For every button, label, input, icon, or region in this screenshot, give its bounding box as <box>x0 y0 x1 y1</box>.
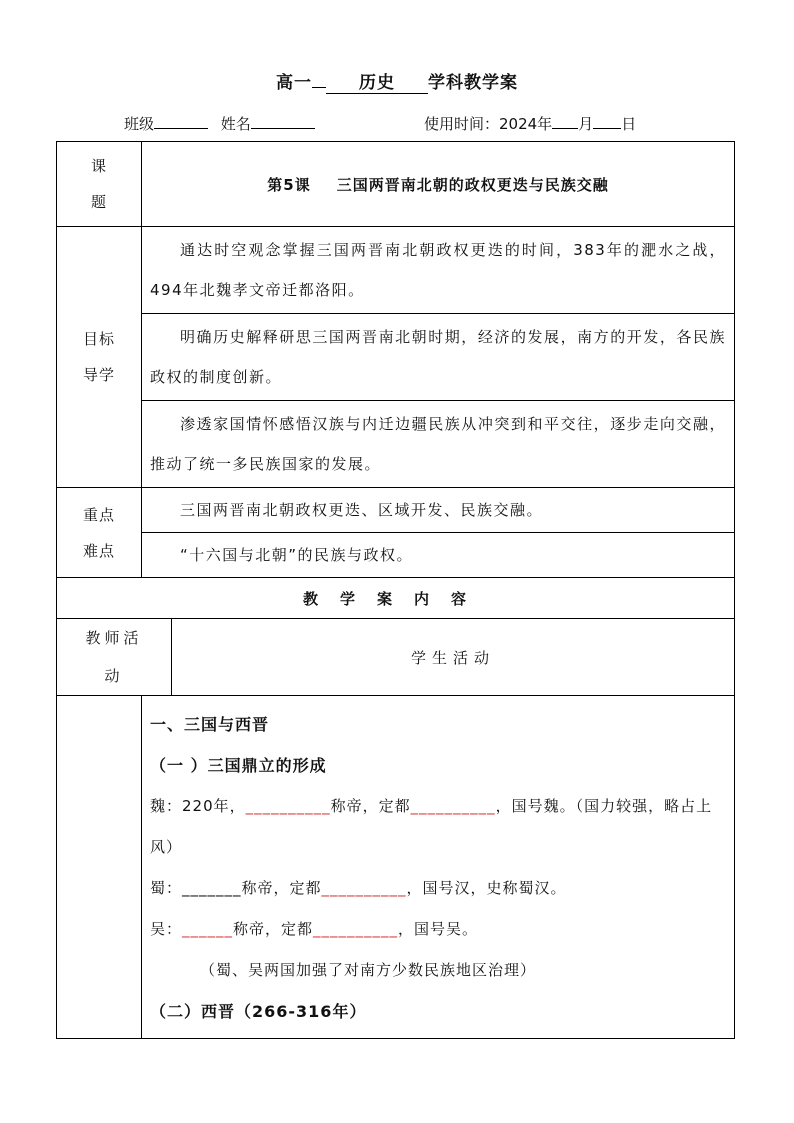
shu-blank-2[interactable]: __________ <box>321 879 407 897</box>
wu-line <box>150 909 722 950</box>
teacher-label-1: 教师活 <box>85 629 143 647</box>
class-label: 班级 <box>124 115 155 133</box>
focus-text: 三国两晋南北朝政权更迭、区域开发、民族交融。 <box>142 488 734 533</box>
heading-formation: （一 ）三国鼎立的形成 <box>150 756 327 775</box>
governance-note: （蜀、吴两国加强了对南方少数民族地区治理） <box>200 961 537 979</box>
wei-text-2: 称帝，定都 <box>330 797 411 815</box>
time-label: 使用时间：2024年 <box>424 115 553 133</box>
time-field <box>424 112 636 134</box>
column-header-row <box>57 619 735 696</box>
content-row <box>57 696 735 1039</box>
shu-blank-1[interactable]: _______ <box>182 879 242 897</box>
month-label: 月 <box>578 115 594 133</box>
title-suffix: 学科教学案 <box>428 73 518 93</box>
key-label-1: 重点 <box>82 505 115 524</box>
goals-label-2: 导学 <box>82 366 115 384</box>
day-blank[interactable] <box>593 112 621 129</box>
lesson-number: 第5课 <box>267 175 311 194</box>
day-label: 日 <box>621 115 637 133</box>
goal-item: 通达时空观念掌握三国两晋南北朝政权更迭的时间，383年的淝水之战，494年北魏孝文帝迁都洛阳。 <box>142 227 734 314</box>
name-blank[interactable] <box>251 112 315 129</box>
class-field <box>124 112 315 134</box>
wu-text-1: 吴： <box>150 920 183 938</box>
topic-row <box>57 142 735 227</box>
student-content <box>142 696 735 1039</box>
title-prefix: 高一 <box>276 73 312 93</box>
shu-text-2: 称帝，定都 <box>241 879 322 897</box>
wei-blank-1[interactable]: __________ <box>245 797 331 815</box>
topic-label-1: 课 <box>90 157 107 175</box>
lesson-title-text: 三国两晋南北朝的政权更迭与民族交融 <box>336 175 609 194</box>
shu-text-1: 蜀： <box>150 879 183 897</box>
heading-three-kingdoms: 一、三国与西晋 <box>150 715 270 734</box>
page-title <box>0 68 794 94</box>
topic-label <box>57 142 142 227</box>
key-points-row <box>57 488 735 578</box>
wu-text-2: 称帝，定都 <box>233 920 314 938</box>
teacher-label-2: 动 <box>104 667 124 685</box>
section-header: 教学案内容 <box>57 578 735 619</box>
key-points-label <box>57 488 142 578</box>
shu-text-3: ，国号汉，史称蜀汉。 <box>406 879 567 897</box>
student-activity-label: 学生活动 <box>172 619 735 696</box>
wei-text-3: ，国号魏。（国力较强，略占上风） <box>150 797 713 856</box>
lesson-plan-table <box>56 141 735 1039</box>
shu-line <box>150 868 722 909</box>
title-blank <box>312 87 326 88</box>
wu-blank-2[interactable]: __________ <box>313 920 399 938</box>
goals-list <box>142 227 735 488</box>
wei-text-1: 魏：220年， <box>150 797 246 815</box>
key-points-list <box>142 488 735 578</box>
goals-label <box>57 227 142 488</box>
wu-blank-1[interactable]: ______ <box>182 920 234 938</box>
name-label: 姓名 <box>220 115 251 133</box>
topic-label-2: 题 <box>90 193 107 211</box>
lesson-title <box>142 142 735 227</box>
goal-item: 渗透家国情怀感悟汉族与内迁边疆民族从冲突到和平交往，逐步走向交融，推动了统一多民族国家的发展。 <box>150 415 727 473</box>
class-blank[interactable] <box>154 112 208 129</box>
section-header-row <box>57 578 735 619</box>
key-label-2: 难点 <box>82 541 115 560</box>
wei-line <box>150 786 722 868</box>
wei-blank-2[interactable]: __________ <box>410 797 496 815</box>
difficulty-text: “十六国与北朝”的民族与政权。 <box>180 546 414 564</box>
wu-text-3: ，国号吴。 <box>398 920 479 938</box>
goals-row <box>57 227 735 488</box>
teacher-column <box>57 696 142 1039</box>
month-blank[interactable] <box>552 112 578 129</box>
title-subject: 历史 <box>326 68 428 94</box>
goals-label-1: 目标 <box>82 330 115 348</box>
goal-item: 明确历史解释研思三国两晋南北朝时期，经济的发展，南方的开发，各民族政权的制度创新。 <box>142 314 734 401</box>
heading-western-jin: （二）西晋（266-316年） <box>150 1002 367 1021</box>
teacher-activity-label <box>57 619 172 696</box>
